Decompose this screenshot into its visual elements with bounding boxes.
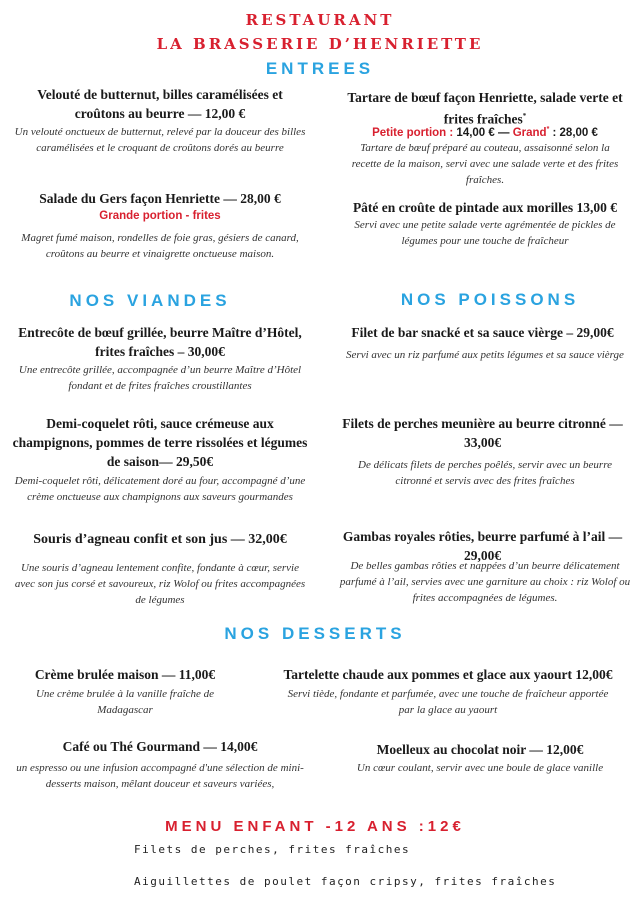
- section-title-entrees: ENTREES: [265, 59, 375, 78]
- dish-name: Salade du Gers façon Henriette — 28,00 €: [39, 191, 281, 206]
- dish-name: Gambas royales rôties, beurre parfumé à l’ail — 29,00€: [342, 529, 623, 563]
- dish-description: Une entrecôte grillée, accompagnée d’un beurre Maître d’Hôtel fondant et de frites fraîches croustillantes: [18, 364, 302, 392]
- dish-name: Moelleux au chocolat noir — 12,00€: [376, 742, 584, 757]
- dish-description: Une souris d’agneau lentement confite, fondante à cœur, servie avec son jus corsé et savoureux, riz Wolof ou frites accompagnées de légumes: [14, 562, 306, 606]
- dish-description: Tartare de bœuf préparé au couteau, assaisonné selon la recette de la maison, servi avec une salade verte et des frites fraîches.: [351, 142, 619, 186]
- kids-menu-item: Aiguillettes de poulet façon cripsy, frites fraîches: [134, 875, 557, 888]
- asterisk-mark: *: [522, 112, 527, 120]
- dish-name: Filet de bar snacké et sa sauce vièrge – 29,00€: [351, 325, 614, 340]
- dish-description: Servi avec une petite salade verte agrémentée de pickles de légumes pour une touche de fraîcheur: [354, 219, 616, 247]
- restaurant-name: LA BRASSERIE D’HENRIETTE: [156, 35, 484, 53]
- dish-description: Demi-coquelet rôti, délicatement doré au four, accompagné d’une crème onctueuse aux champignons aux saveurs gourmandes: [14, 475, 306, 503]
- asterisk-mark: *: [546, 126, 550, 133]
- dish-name: Pâté en croûte de pintade aux morilles 13,00 €: [352, 200, 618, 215]
- kids-menu-item: Filets de perches, frites fraîches: [134, 843, 411, 856]
- portion-large-label: Grand: [512, 126, 547, 139]
- dish-name: Velouté de butternut, billes caramélisées et croûtons au beurre — 12,00 €: [37, 87, 283, 121]
- section-title-viandes: NOS VIANDES: [69, 291, 231, 310]
- dish-description: Servi tiède, fondante et parfumée, avec une touche de fraîcheur apportée par la glace au yaourt: [287, 688, 609, 716]
- dish-name: Tartelette chaude aux pommes et glace aux yaourt 12,00€: [283, 667, 613, 682]
- portion-large-price: : 28,00 €: [552, 126, 598, 139]
- dish-name: Filets de perches meunière au beurre citronné — 33,00€: [342, 416, 623, 450]
- dish-description: De belles gambas rôties et nappées d’un beurre délicatement parfumé à l’ail, servies avec une garniture au choix : riz Wolof ou frites accompagnées de légumes.: [339, 560, 631, 604]
- dish-portions: [335, 122, 635, 141]
- dish-name: Souris d’agneau confit et son jus — 32,00€: [33, 532, 287, 547]
- restaurant-label: RESTAURANT: [245, 11, 395, 29]
- dish-description: Servi avec un riz parfumé aux petits légumes et sa sauce vièrge: [346, 349, 624, 361]
- section-title-desserts: NOS DESSERTS: [224, 624, 406, 643]
- dish-name: Entrecôte de bœuf grillée, beurre Maître d’Hôtel, frites fraîches – 30,00€: [18, 325, 302, 359]
- dish-description: un espresso ou une infusion accompagné d'une sélection de mini-desserts maison, mêlant douceur et saveurs variées,: [16, 762, 304, 790]
- dish-name: Crème brulée maison — 11,00€: [34, 667, 216, 682]
- dish-description: Une crème brulée à la vanille fraîche de Madagascar: [35, 688, 215, 716]
- kids-menu-title: MENU ENFANT -12 ANS :12€: [165, 818, 465, 835]
- dish-name: Café ou Thé Gourmand — 14,00€: [62, 739, 258, 754]
- dish-description: Un velouté onctueux de butternut, relevé par la douceur des billes caramélisées et le croquant de croûtons dorés au beurre: [14, 126, 306, 154]
- dish-name-text: Tartare de bœuf façon Henriette, salade verte et frites fraîches: [347, 90, 623, 127]
- dish-portion-note: Grande portion - frites: [99, 210, 221, 222]
- dish-description: De délicats filets de perches poêlés, servir avec un beurre citronné et servis avec des frites fraîches: [358, 459, 612, 487]
- dish-description: Magret fumé maison, rondelles de foie gras, gésiers de canard, croûtons au beurre et vinaigrette onctueuse maison.: [21, 232, 299, 260]
- dish-description: Un cœur coulant, servir avec une boule de glace vanille: [356, 762, 604, 774]
- dish-name: Demi-coquelet rôti, sauce crémeuse aux champignons, pommes de terre rissolées et légumes de saison— 29,50€: [12, 416, 308, 469]
- section-title-poissons: NOS POISSONS: [400, 290, 580, 309]
- portion-small-price: 14,00 € —: [456, 126, 510, 139]
- portion-small-label: Petite portion :: [372, 126, 454, 139]
